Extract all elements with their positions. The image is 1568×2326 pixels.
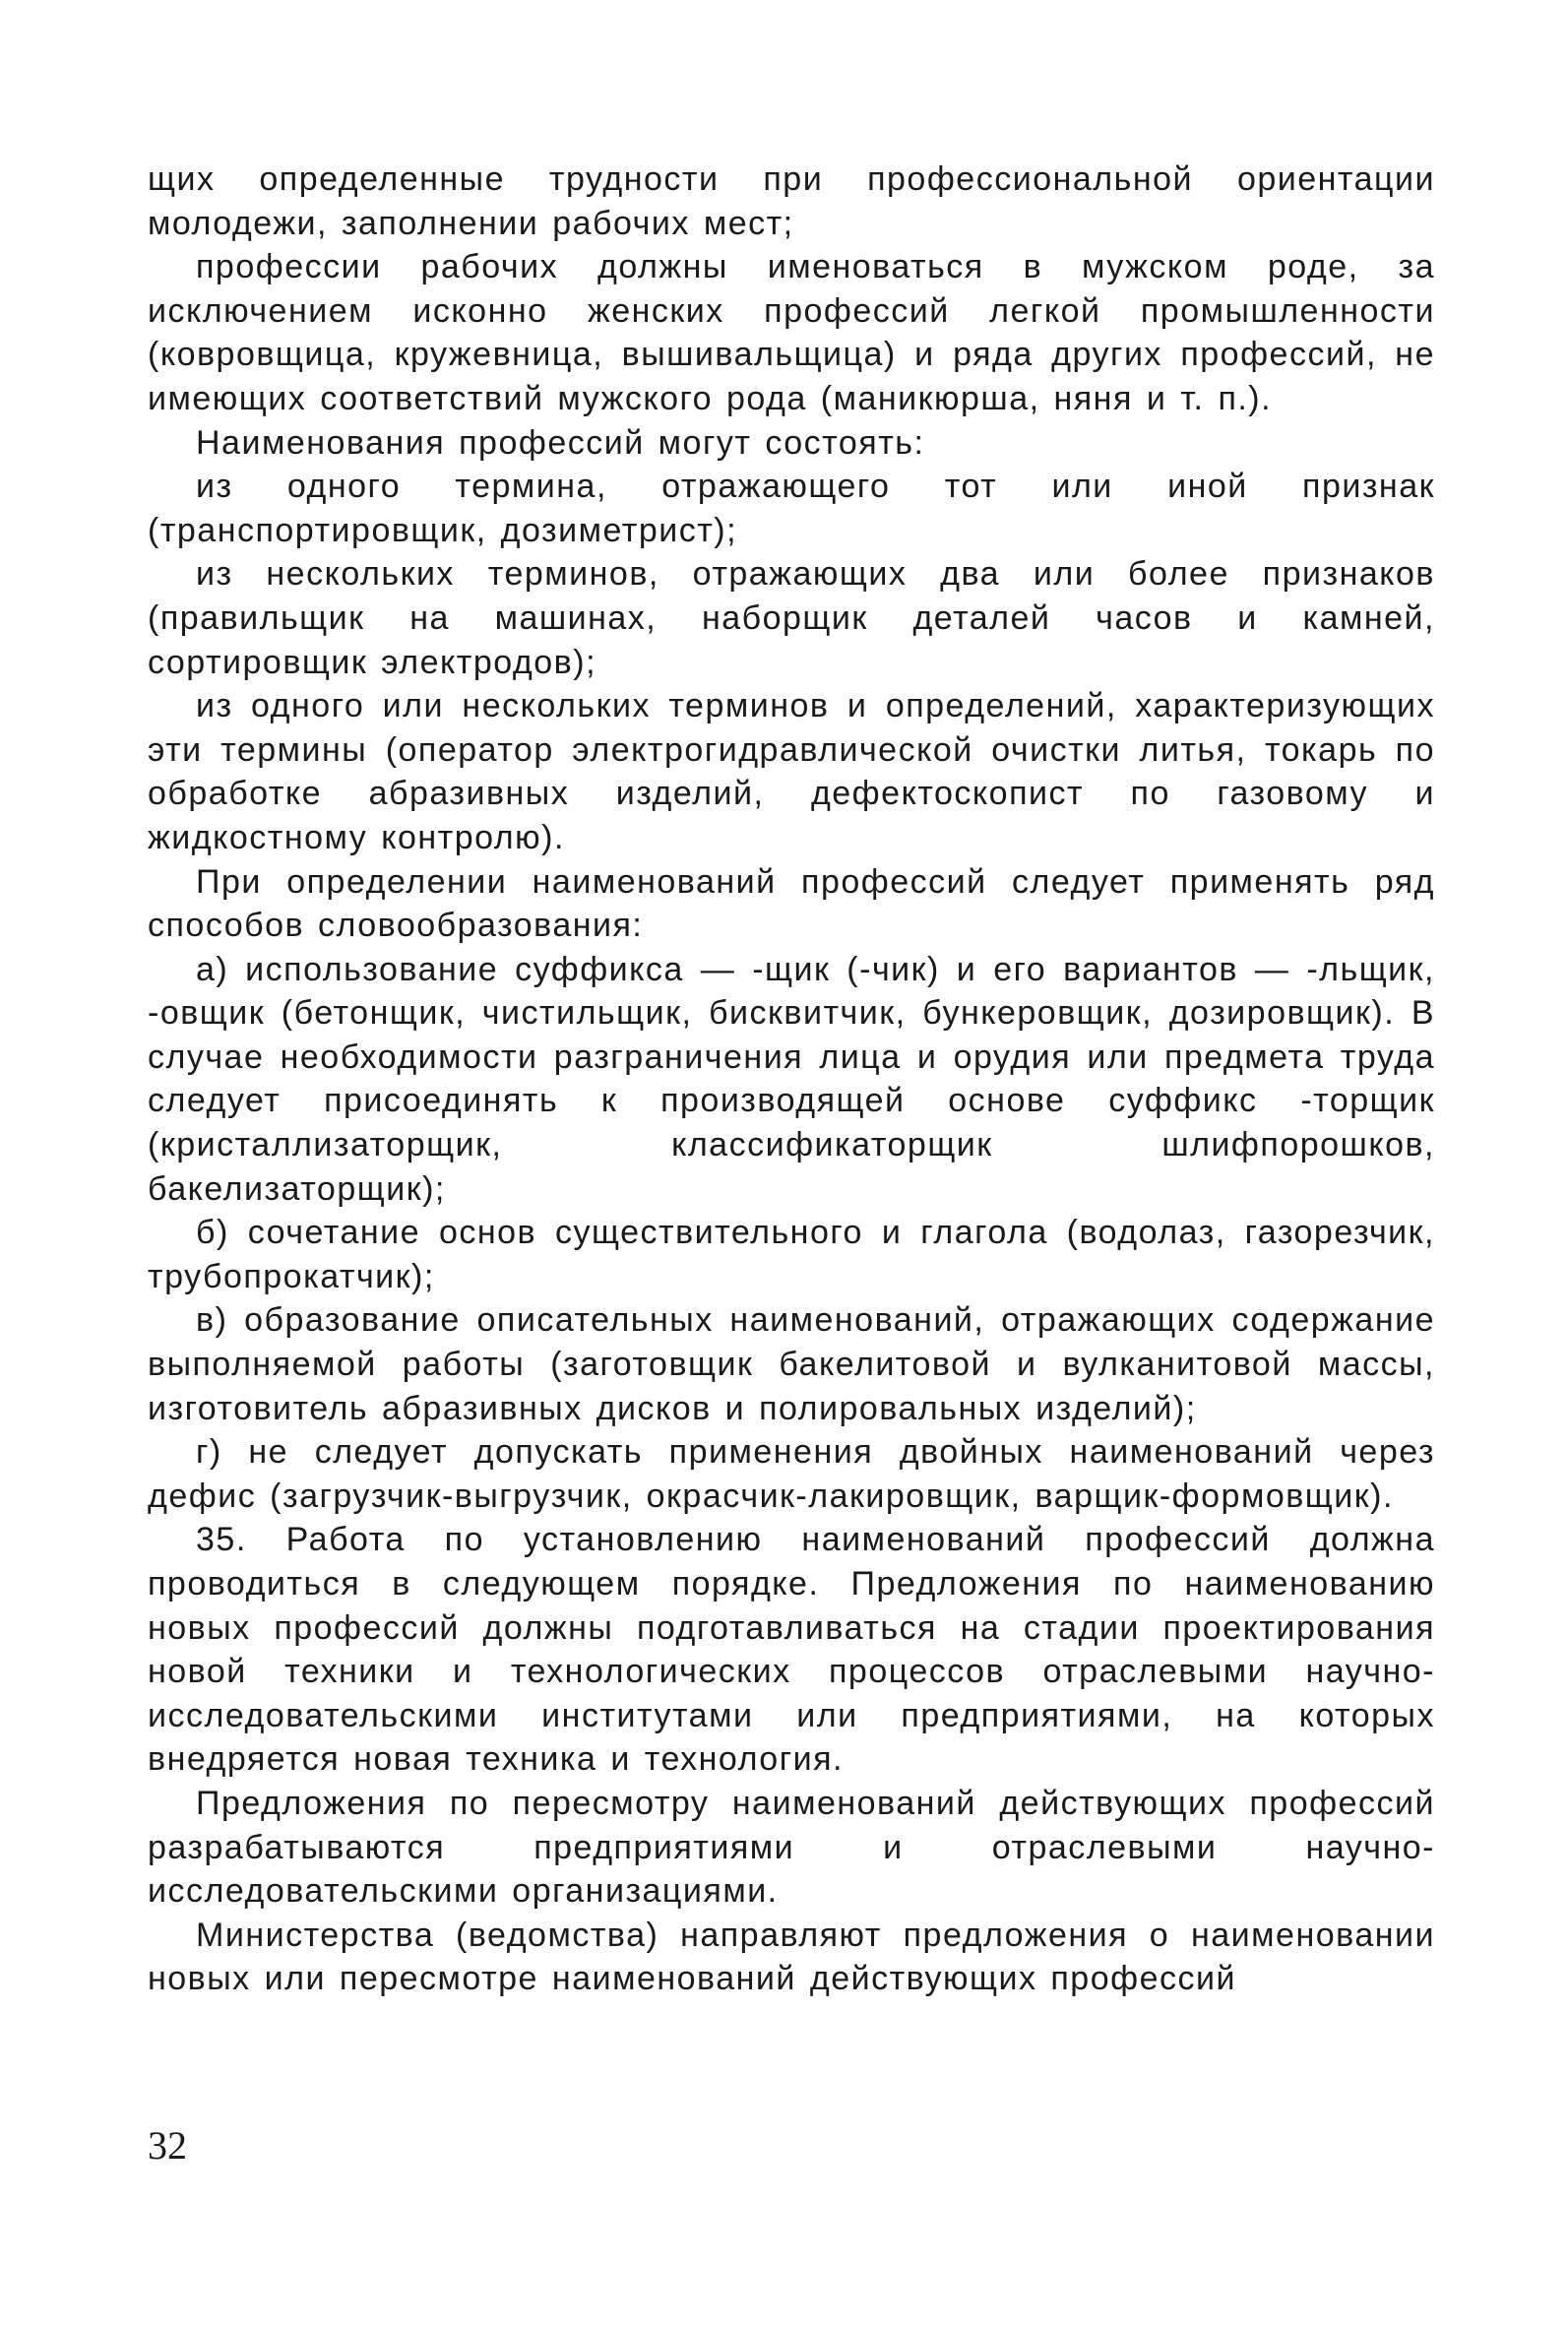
paragraph-several-terms: из нескольких терминов, отражающих два или более признаков (правильщик на машинах, наборщик деталей часов и камней, сортировщик электродов); (148, 555, 1435, 681)
paragraph-section-35: 35. Работа по установлению наименований профессий должна проводиться в следующем порядке. Предложения по наименованию новых профессий должны подготавливаться на стадии проектирования новой техники и технологических процессов отраслевыми научно-исследовательскими институтами или предприятиями, на которых внедряется новая техника и технология. (148, 1521, 1435, 1779)
paragraph-item-g-no-hyphen: г) не следует допускать применения двойных наименований через дефис (загрузчик-выгрузчик, окрасчик-лакировщик, варщик-формовщик). (148, 1433, 1435, 1515)
paragraph-item-a-suffix: а) использование суффикса — -щик (-чик) и его вариантов — -льщик, -овщик (бетонщик, чистильщик, бисквитчик, бункеровщик, дозировщик). В случае необходимости разграничения лица и орудия или предмета труда следует присоединять к производящей основе суффикс -торщик (кристаллизаторщик, классификаторщик шлифпорошков, бакелизаторщик); (148, 950, 1435, 1208)
paragraph-masculine-gender-rule: профессии рабочих должны именоваться в мужском роде, за исключением исконно женских профессий легкой промышленности (ковровщица, кружевница, вышивальщица) и ряда других профессий, не имеющих соответствий мужского рода (маникюрша, няня и т. п.). (148, 248, 1435, 417)
page-number: 32 (148, 2123, 187, 2168)
paragraph-item-b-compound: б) сочетание основ существительного и глагола (водолаз, газорезчик, трубопрокатчик); (148, 1214, 1435, 1295)
paragraph-revision-proposals: Предложения по пересмотру наименований действующих профессий разрабатываются предприятиями и отраслевыми научно-исследовательскими организациями. (148, 1784, 1435, 1911)
paragraph-word-formation-intro: При определении наименований профессий следует применять ряд способов словообразования: (148, 862, 1435, 945)
paragraph-terms-with-definitions: из одного или нескольких терминов и определений, характеризующих эти термины (оператор электрогидравлической очистки литья, токарь по обработке абразивных изделий, дефектоскопист по газовому и жидкостному контролю). (148, 687, 1435, 856)
paragraph-single-term: из одного термина, отражающего тот или иной признак (транспортировщик, дозиметрист); (148, 468, 1435, 549)
paragraph-ministries: Министерства (ведомства) направляют предложения о наименовании новых или пересмотре наименований действующих профессий (148, 1916, 1435, 1998)
paragraph-name-composition-intro: Наименования профессий могут состоять: (196, 423, 925, 462)
body-text (148, 157, 1435, 2001)
paragraph-item-v-descriptive: в) образование описательных наименований, отражающих содержание выполняемой работы (заготовщик бакелитовой и вулканитовой массы, изготовитель абразивных дисков и полировальных изделий); (148, 1301, 1435, 1427)
paragraph-continuation: щих определенные трудности при профессиональной ориентации молодежи, заполнении рабочих мест; (148, 160, 1435, 242)
